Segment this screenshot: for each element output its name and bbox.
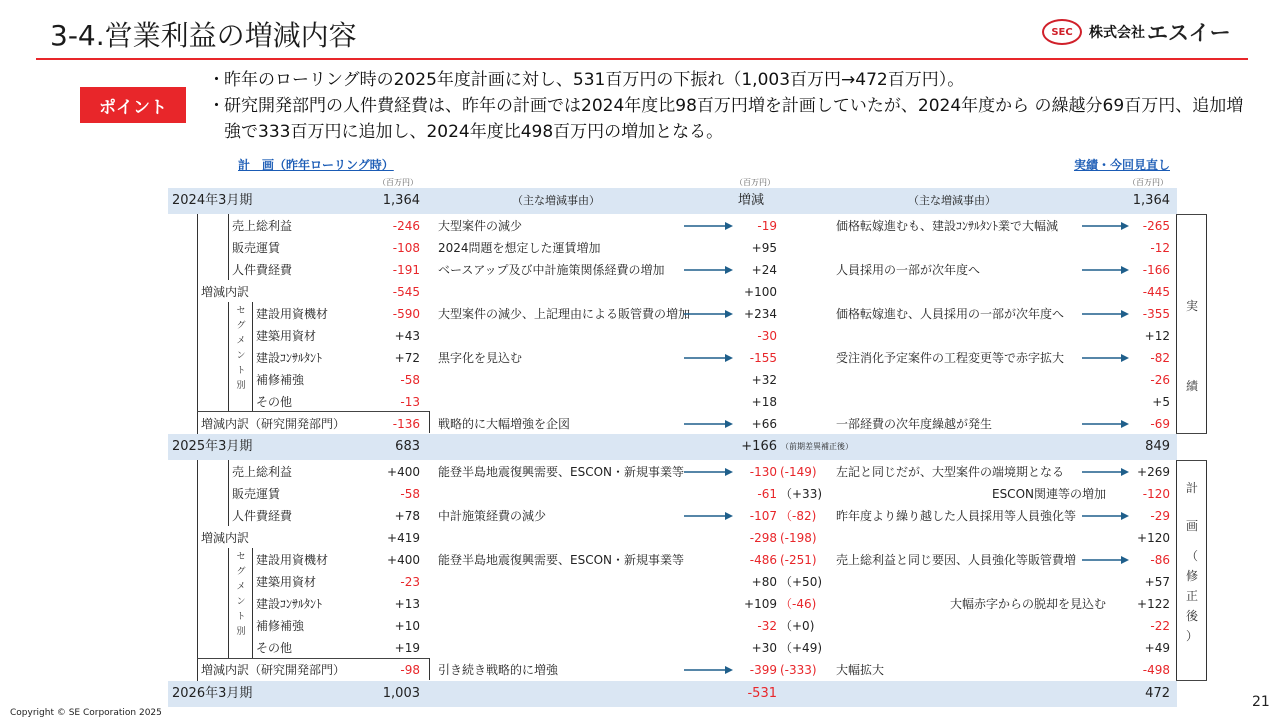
- arrow-icon: [1082, 511, 1132, 521]
- point-list: [208, 67, 1248, 145]
- spacer: [1178, 498, 1206, 516]
- arrow-icon: [684, 419, 736, 429]
- arrow-icon: [684, 221, 736, 231]
- diff-cell: +18: [751, 395, 777, 409]
- diff-cell: -298: [749, 531, 777, 545]
- table-border: [197, 214, 198, 434]
- reason-left: 黒字化を見込む: [438, 351, 523, 365]
- reason-right: 受注消化予定案件の工程変更等で赤字拡大: [836, 351, 1065, 365]
- actual-cell: -82: [1150, 351, 1170, 365]
- row-label: 建設用資機材: [256, 553, 329, 567]
- table-border: [1176, 680, 1207, 681]
- segment-char: グ: [236, 321, 246, 331]
- reason-left: 大型案件の減少: [438, 219, 523, 233]
- plan-cell: +72: [394, 351, 420, 365]
- side-char: 修: [1185, 569, 1198, 583]
- segment-char: ト: [236, 612, 246, 622]
- unit-label: （百万円）: [378, 178, 418, 187]
- actual-cell: +12: [1144, 329, 1170, 343]
- actual-cell: +5: [1152, 395, 1170, 409]
- actual-value: 849: [1145, 439, 1170, 454]
- diff-adj-cell: (-251): [780, 553, 817, 567]
- segment-char: メ: [236, 336, 246, 346]
- row-label: 増減内訳（研究開発部門）: [201, 417, 346, 431]
- arrow-icon: [684, 511, 736, 521]
- segment-char: ト: [236, 366, 246, 376]
- side-char: 計: [1185, 481, 1198, 495]
- reason-right: 大幅拡大: [836, 663, 885, 677]
- segment-label-1: [232, 304, 250, 394]
- diff-adj-cell: （+50): [780, 575, 823, 589]
- diff-cell: -155: [749, 351, 777, 365]
- point-text: 昨年のローリング時の2025年度計画に対し、531百万円の下振れ（1,003百万円→472百万円）。: [224, 70, 965, 90]
- page-title: 3-4.営業利益の増減内容: [50, 19, 357, 52]
- plan-cell: +78: [394, 509, 420, 523]
- actual-cell: -26: [1150, 373, 1170, 387]
- plan-cell: +400: [387, 465, 420, 479]
- table-border: [252, 302, 253, 412]
- actual-cell: -69: [1150, 417, 1170, 431]
- unit-label: （百万円）: [735, 178, 775, 187]
- diff-cell: -130: [749, 465, 777, 479]
- period-label: 2026年3月期: [172, 686, 253, 701]
- plan-cell: +419: [387, 531, 420, 545]
- side-label-actual: [1178, 266, 1206, 426]
- arrow-icon: [684, 265, 736, 275]
- diff-cell: +32: [751, 373, 777, 387]
- plan-cell: -136: [392, 417, 420, 431]
- row-label: 補修補強: [256, 373, 305, 387]
- diff-cell: -19: [757, 219, 777, 233]
- row-label: 販売運賃: [232, 241, 281, 255]
- diff-adj-cell: (-198): [780, 531, 817, 545]
- logo-name: エスイー: [1147, 21, 1231, 45]
- reason-right: 価格転嫁進むも、建設ｺﾝｻﾙﾀﾝﾄ業で大幅減: [836, 219, 1059, 233]
- diff-note: （前期差異補正後）: [781, 442, 853, 451]
- arrow-icon: [684, 353, 736, 363]
- segment-char: グ: [236, 567, 246, 577]
- reason-left: 能登半島地震復興需要、ESCON・新規事業等: [438, 465, 685, 479]
- reason-left: 中計施策経費の減少: [438, 509, 547, 523]
- plan-value: 1,364: [382, 193, 420, 208]
- diff-cell: -486: [749, 553, 777, 567]
- arrow-icon: [1082, 419, 1132, 429]
- reason-left: 2024問題を想定した運賃増加: [438, 241, 601, 255]
- diff-cell: -30: [757, 329, 777, 343]
- diff-adj-cell: （-82): [780, 509, 817, 523]
- side-char: 績: [1185, 379, 1198, 393]
- diff-cell: +30: [751, 641, 777, 655]
- actual-cell: -120: [1142, 487, 1170, 501]
- diff-value: +166: [741, 439, 777, 454]
- reason-right: 価格転嫁進む、人員採用の一部が次年度へ: [836, 307, 1065, 321]
- reason-header: （主な増減事由）: [908, 194, 996, 207]
- actual-cell: -498: [1142, 663, 1170, 677]
- reason-left: 能登半島地震復興需要、ESCON・新規事業等: [438, 553, 685, 567]
- plan-value: 683: [395, 439, 420, 454]
- page-number: 21: [1252, 694, 1270, 710]
- diff-cell: +100: [744, 285, 777, 299]
- row-label: 売上総利益: [232, 219, 293, 233]
- table-border: [1206, 460, 1207, 681]
- segment-char: 別: [236, 381, 246, 391]
- plan-cell: +10: [394, 619, 420, 633]
- actual-cell: -29: [1150, 509, 1170, 523]
- row-label: 売上総利益: [232, 465, 293, 479]
- side-char: 後: [1185, 609, 1198, 623]
- diff-cell: +66: [751, 417, 777, 431]
- point-badge: ポイント: [80, 87, 186, 123]
- actual-cell: -265: [1142, 219, 1170, 233]
- table-border: [429, 658, 430, 680]
- arrow-icon: [684, 309, 736, 319]
- row-label: その他: [256, 641, 293, 655]
- reason-right: 売上総利益と同じ要因、人員強化等販管費増: [836, 553, 1077, 567]
- plan-cell: -58: [400, 373, 420, 387]
- diff-header: 増減: [738, 193, 765, 208]
- arrow-icon: [1082, 221, 1132, 231]
- side-char: 画: [1185, 519, 1198, 533]
- arrow-icon: [1082, 353, 1132, 363]
- diff-adj-cell: (-333): [780, 663, 817, 677]
- actual-value: 1,364: [1132, 193, 1170, 208]
- table-border: [1176, 460, 1177, 681]
- row-label: 建築用資材: [256, 329, 317, 343]
- band-2024: [168, 188, 1177, 214]
- band-2025: [168, 434, 1177, 460]
- arrow-icon: [1082, 309, 1132, 319]
- actual-cell: -86: [1150, 553, 1170, 567]
- reason-header: （主な増減事由）: [512, 194, 600, 207]
- segment-label-2: [232, 550, 250, 640]
- reason-right: 一部経費の次年度繰越が発生: [836, 417, 993, 431]
- plan-cell: +400: [387, 553, 420, 567]
- actual-cell: -355: [1142, 307, 1170, 321]
- row-label: 建築用資材: [256, 575, 317, 589]
- row-label: 増減内訳: [201, 531, 250, 545]
- diff-adj-cell: （-46): [780, 597, 817, 611]
- plan-value: 1,003: [382, 686, 420, 701]
- row-label: 増減内訳（研究開発部門）: [201, 663, 346, 677]
- diff-cell: +80: [751, 575, 777, 589]
- actual-cell: +120: [1137, 531, 1170, 545]
- segment-char: ン: [236, 351, 246, 361]
- table-border: [429, 411, 430, 433]
- reason-right: 大幅赤字からの脱却を見込む: [949, 597, 1106, 611]
- side-char: ）: [1185, 629, 1198, 643]
- bullet: ・: [208, 96, 225, 116]
- logo-company: 株式会社: [1089, 25, 1145, 41]
- segment-char: セ: [236, 552, 246, 562]
- reason-left: 大型案件の減少、上記理由による販管費の増加: [438, 307, 691, 321]
- diff-cell: -61: [757, 487, 777, 501]
- reason-left: 引き続き戦略的に増強: [438, 663, 559, 677]
- plan-header: 計 画（昨年ローリング時）: [238, 158, 394, 172]
- arrow-icon: [1082, 467, 1132, 477]
- point-item: [208, 93, 1248, 145]
- sec-logo-icon: SEC: [1042, 19, 1082, 45]
- arrow-icon: [684, 665, 736, 675]
- diff-adj-cell: （+33): [780, 487, 823, 501]
- unit-label: （百万円）: [1128, 178, 1168, 187]
- actual-cell: +122: [1137, 597, 1170, 611]
- reason-right: 左記と同じだが、大型案件の端境期となる: [836, 465, 1065, 479]
- plan-cell: -23: [400, 575, 420, 589]
- side-char: 実: [1185, 299, 1198, 313]
- plan-cell: +13: [394, 597, 420, 611]
- table-border: [228, 460, 229, 526]
- spacer: [1178, 536, 1206, 546]
- point-item: [208, 67, 1248, 93]
- plan-cell: +19: [394, 641, 420, 655]
- plan-cell: -590: [392, 307, 420, 321]
- diff-adj-cell: (-149): [780, 465, 817, 479]
- arrow-icon: [684, 467, 736, 477]
- reason-right: ESCON関連等の増加: [991, 487, 1106, 501]
- table-border: [228, 302, 229, 412]
- table-border: [1176, 433, 1207, 434]
- row-label: その他: [256, 395, 293, 409]
- period-label: 2024年3月期: [172, 193, 253, 208]
- company-logo: [1042, 17, 1231, 47]
- table-border: [1176, 460, 1207, 461]
- diff-cell: -399: [749, 663, 777, 677]
- title-underline: [36, 58, 1248, 60]
- reason-left: 戦略的に大幅増強を企図: [438, 417, 571, 431]
- table-border: [1176, 214, 1207, 215]
- table-border: [1176, 214, 1177, 434]
- plan-cell: -108: [392, 241, 420, 255]
- row-label: 補修補強: [256, 619, 305, 633]
- side-char: 正: [1185, 589, 1198, 603]
- segment-char: メ: [236, 582, 246, 592]
- point-text: 研究開発部門の人件費経費は、昨年の計画では2024年度比98百万円増を計画していたが、2024年度から の繰越分69百万円、追加増強で333百万円に追加し、2024年度比498百万円の増加となる。: [224, 96, 1244, 142]
- row-label: 建設用資機材: [256, 307, 329, 321]
- diff-cell: -32: [757, 619, 777, 633]
- reason-left: ベースアップ及び中計施策関係経費の増加: [438, 263, 665, 277]
- bullet: ・: [208, 70, 225, 90]
- diff-value: -531: [747, 686, 777, 701]
- actual-cell: +49: [1144, 641, 1170, 655]
- actual-cell: -22: [1150, 619, 1170, 633]
- table-border: [228, 548, 229, 658]
- arrow-icon: [1082, 265, 1132, 275]
- plan-cell: -191: [392, 263, 420, 277]
- diff-cell: +234: [744, 307, 777, 321]
- actual-cell: -445: [1142, 285, 1170, 299]
- table-border: [228, 214, 229, 280]
- diff-adj-cell: （+0): [780, 619, 815, 633]
- arrow-icon: [1082, 555, 1132, 565]
- segment-char: ン: [236, 597, 246, 607]
- diff-cell: +95: [751, 241, 777, 255]
- segment-char: 別: [236, 627, 246, 637]
- plan-cell: -13: [400, 395, 420, 409]
- segment-char: セ: [236, 306, 246, 316]
- row-label: 人件費経費: [232, 263, 293, 277]
- plan-cell: -58: [400, 487, 420, 501]
- diff-cell: -107: [749, 509, 777, 523]
- side-char: （: [1185, 549, 1198, 563]
- table-border: [252, 548, 253, 658]
- actual-cell: +269: [1137, 465, 1170, 479]
- plan-cell: -98: [400, 663, 420, 677]
- row-label: 増減内訳: [201, 285, 250, 299]
- band-2026: [168, 681, 1177, 707]
- plan-cell: +43: [394, 329, 420, 343]
- side-label-plan: [1178, 478, 1206, 646]
- plan-cell: -246: [392, 219, 420, 233]
- actual-value: 472: [1145, 686, 1170, 701]
- row-label: 人件費経費: [232, 509, 293, 523]
- reason-right: 昨年度より繰り越した人員採用等人員強化等: [836, 509, 1077, 523]
- table-border: [197, 460, 198, 681]
- diff-cell: +24: [751, 263, 777, 277]
- actual-header: 実績・今回見直し: [1073, 158, 1170, 172]
- actual-cell: -166: [1142, 263, 1170, 277]
- reason-right: 人員採用の一部が次年度へ: [836, 263, 981, 277]
- plan-cell: -545: [392, 285, 420, 299]
- table-border: [1206, 214, 1207, 434]
- copyright: Copyright © SE Corporation 2025: [10, 708, 162, 718]
- row-label: 建設ｺﾝｻﾙﾀﾝﾄ: [256, 597, 323, 611]
- actual-cell: +57: [1144, 575, 1170, 589]
- diff-cell: +109: [744, 597, 777, 611]
- diff-adj-cell: （+49): [780, 641, 823, 655]
- row-label: 建設ｺﾝｻﾙﾀﾝﾄ: [256, 351, 323, 365]
- row-label: 販売運賃: [232, 487, 281, 501]
- period-label: 2025年3月期: [172, 439, 253, 454]
- actual-cell: -12: [1150, 241, 1170, 255]
